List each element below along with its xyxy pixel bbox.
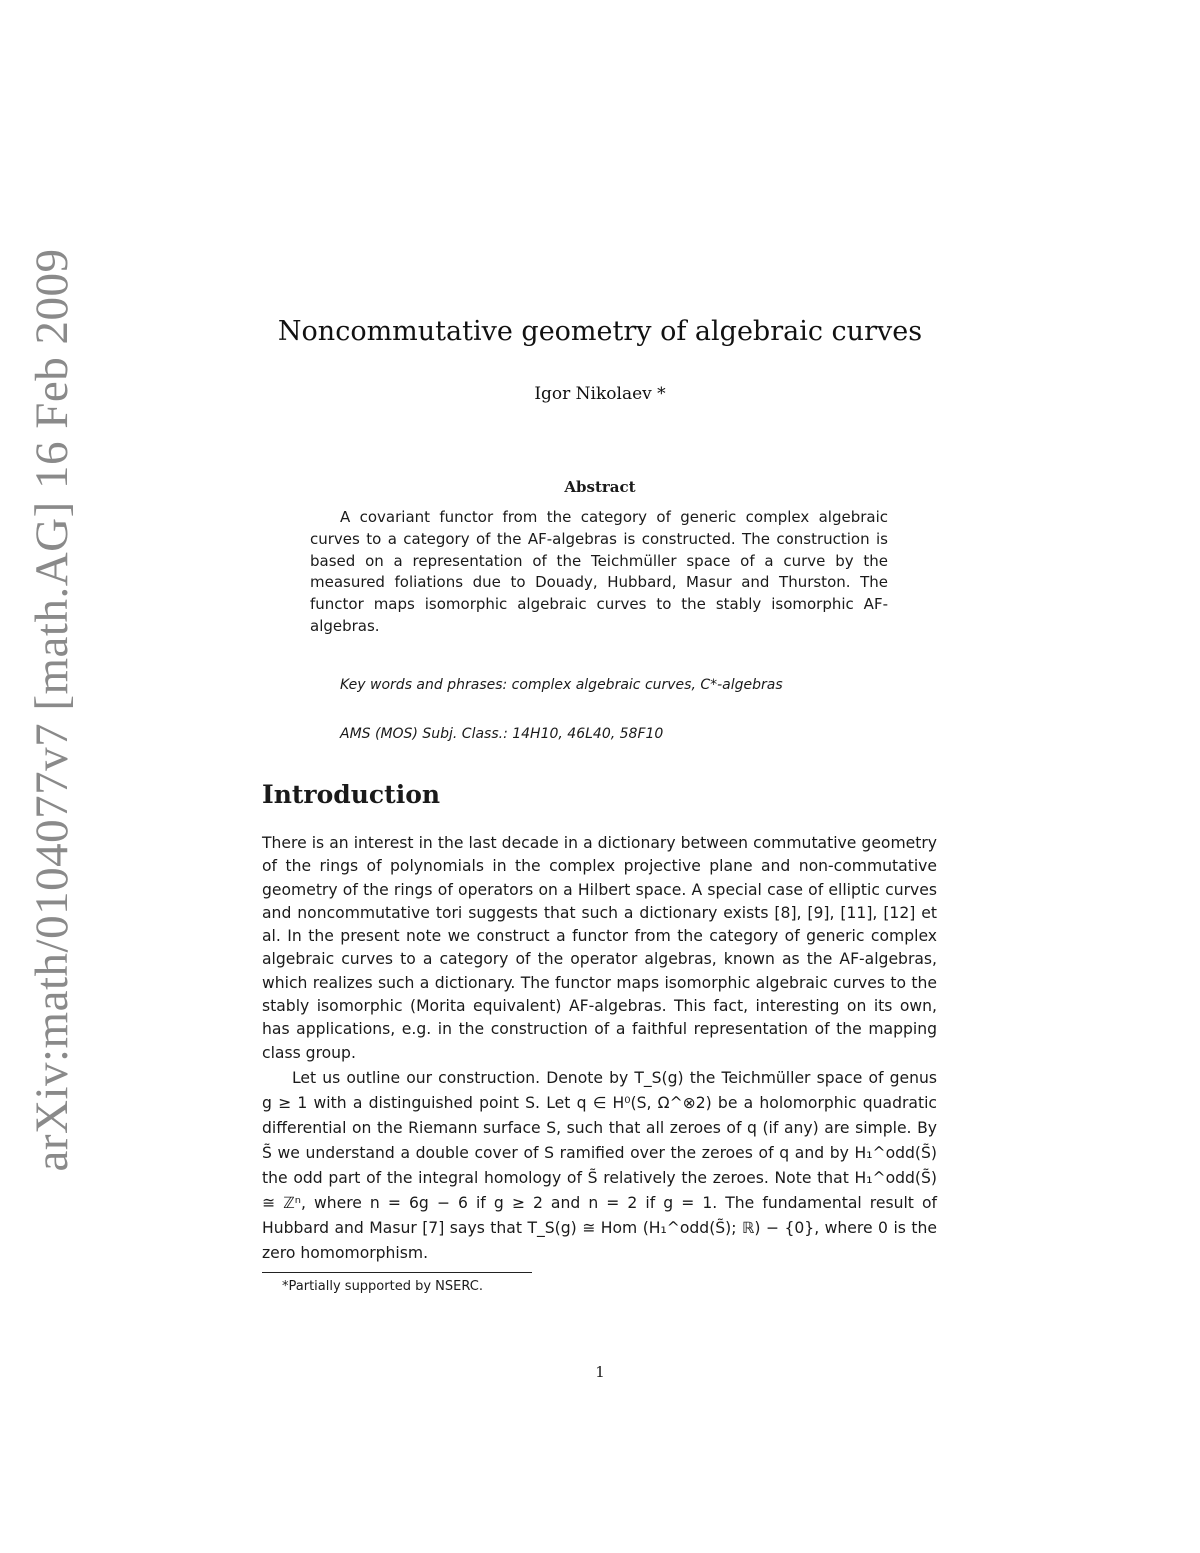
page-number: 1 [595,1363,605,1381]
arxiv-stamp: arXiv:math/0104077v7 [math.AG] 16 Feb 2009 [26,248,78,1172]
ams-classification: AMS (MOS) Subj. Class.: 14H10, 46L40, 58F10 [340,726,664,742]
author: Igor Nikolaev * [534,384,666,404]
footnote: *Partially supported by NSERC. [282,1279,483,1294]
intro-paragraph-1: There is an interest in the last decade in a dictionary between commutative geometry of the rings of polynomials in the complex projective plane and non-commutative geometry of the rings of operators on a Hilbert space. A special case of elliptic curves and noncommutative tori suggests that such a dictionary exists [8], [9], [11], [12] et al. In the present note we construct a functor from the category of generic complex algebraic curves to a category of the operator algebras, known as the AF-algebras, which realizes such a dictionary. The functor maps isomorphic algebraic curves to the stably isomorphic (Morita equivalent) AF-algebras. This fact, interesting on its own, has applications, e.g. in the construction of a faithful representation of the mapping class group. [262,834,937,1062]
section-heading-introduction: Introduction [262,780,441,809]
abstract-text: A covariant functor from the category of generic complex algebraic curves to a category of the AF-algebras is constructed. The construction is based on a representation of the Teichmüller space of a curve by the measured foliations due to Douady, Hubbard, Masur and Thurston. The functor maps isomorphic algebraic curves to the stably isomorphic AF-algebras. [310,508,888,635]
keywords: Key words and phrases: complex algebraic curves, C*-algebras [340,677,783,693]
intro-paragraph-2: Let us outline our construction. Denote by T_S(g) the Teichmüller space of genus g ≥ 1 with a distinguished point S. Let q ∈ H⁰(S, Ω^⊗2) be a holomorphic quadratic differential on the Riemann surface S, such that all zeroes of q (if any) are simple. By S̃ we understand a double cover of S ramified over the zeroes of q and by H₁^odd(S̃) the odd part of the integral homology of S̃ relatively the zeroes. Note that H₁^odd(S̃) ≅ ℤⁿ, where n = 6g − 6 if g ≥ 2 and n = 2 if g = 1. The fundamental result of Hubbard and Masur [7] says that T_S(g) ≅ Hom (H₁^odd(S̃); ℝ) − {0}, where 0 is the zero homomorphism. [262,1069,937,1262]
abstract-heading: Abstract [564,478,636,496]
footnote-rule [262,1272,532,1273]
paper-title: Noncommutative geometry of algebraic curves [277,316,923,347]
